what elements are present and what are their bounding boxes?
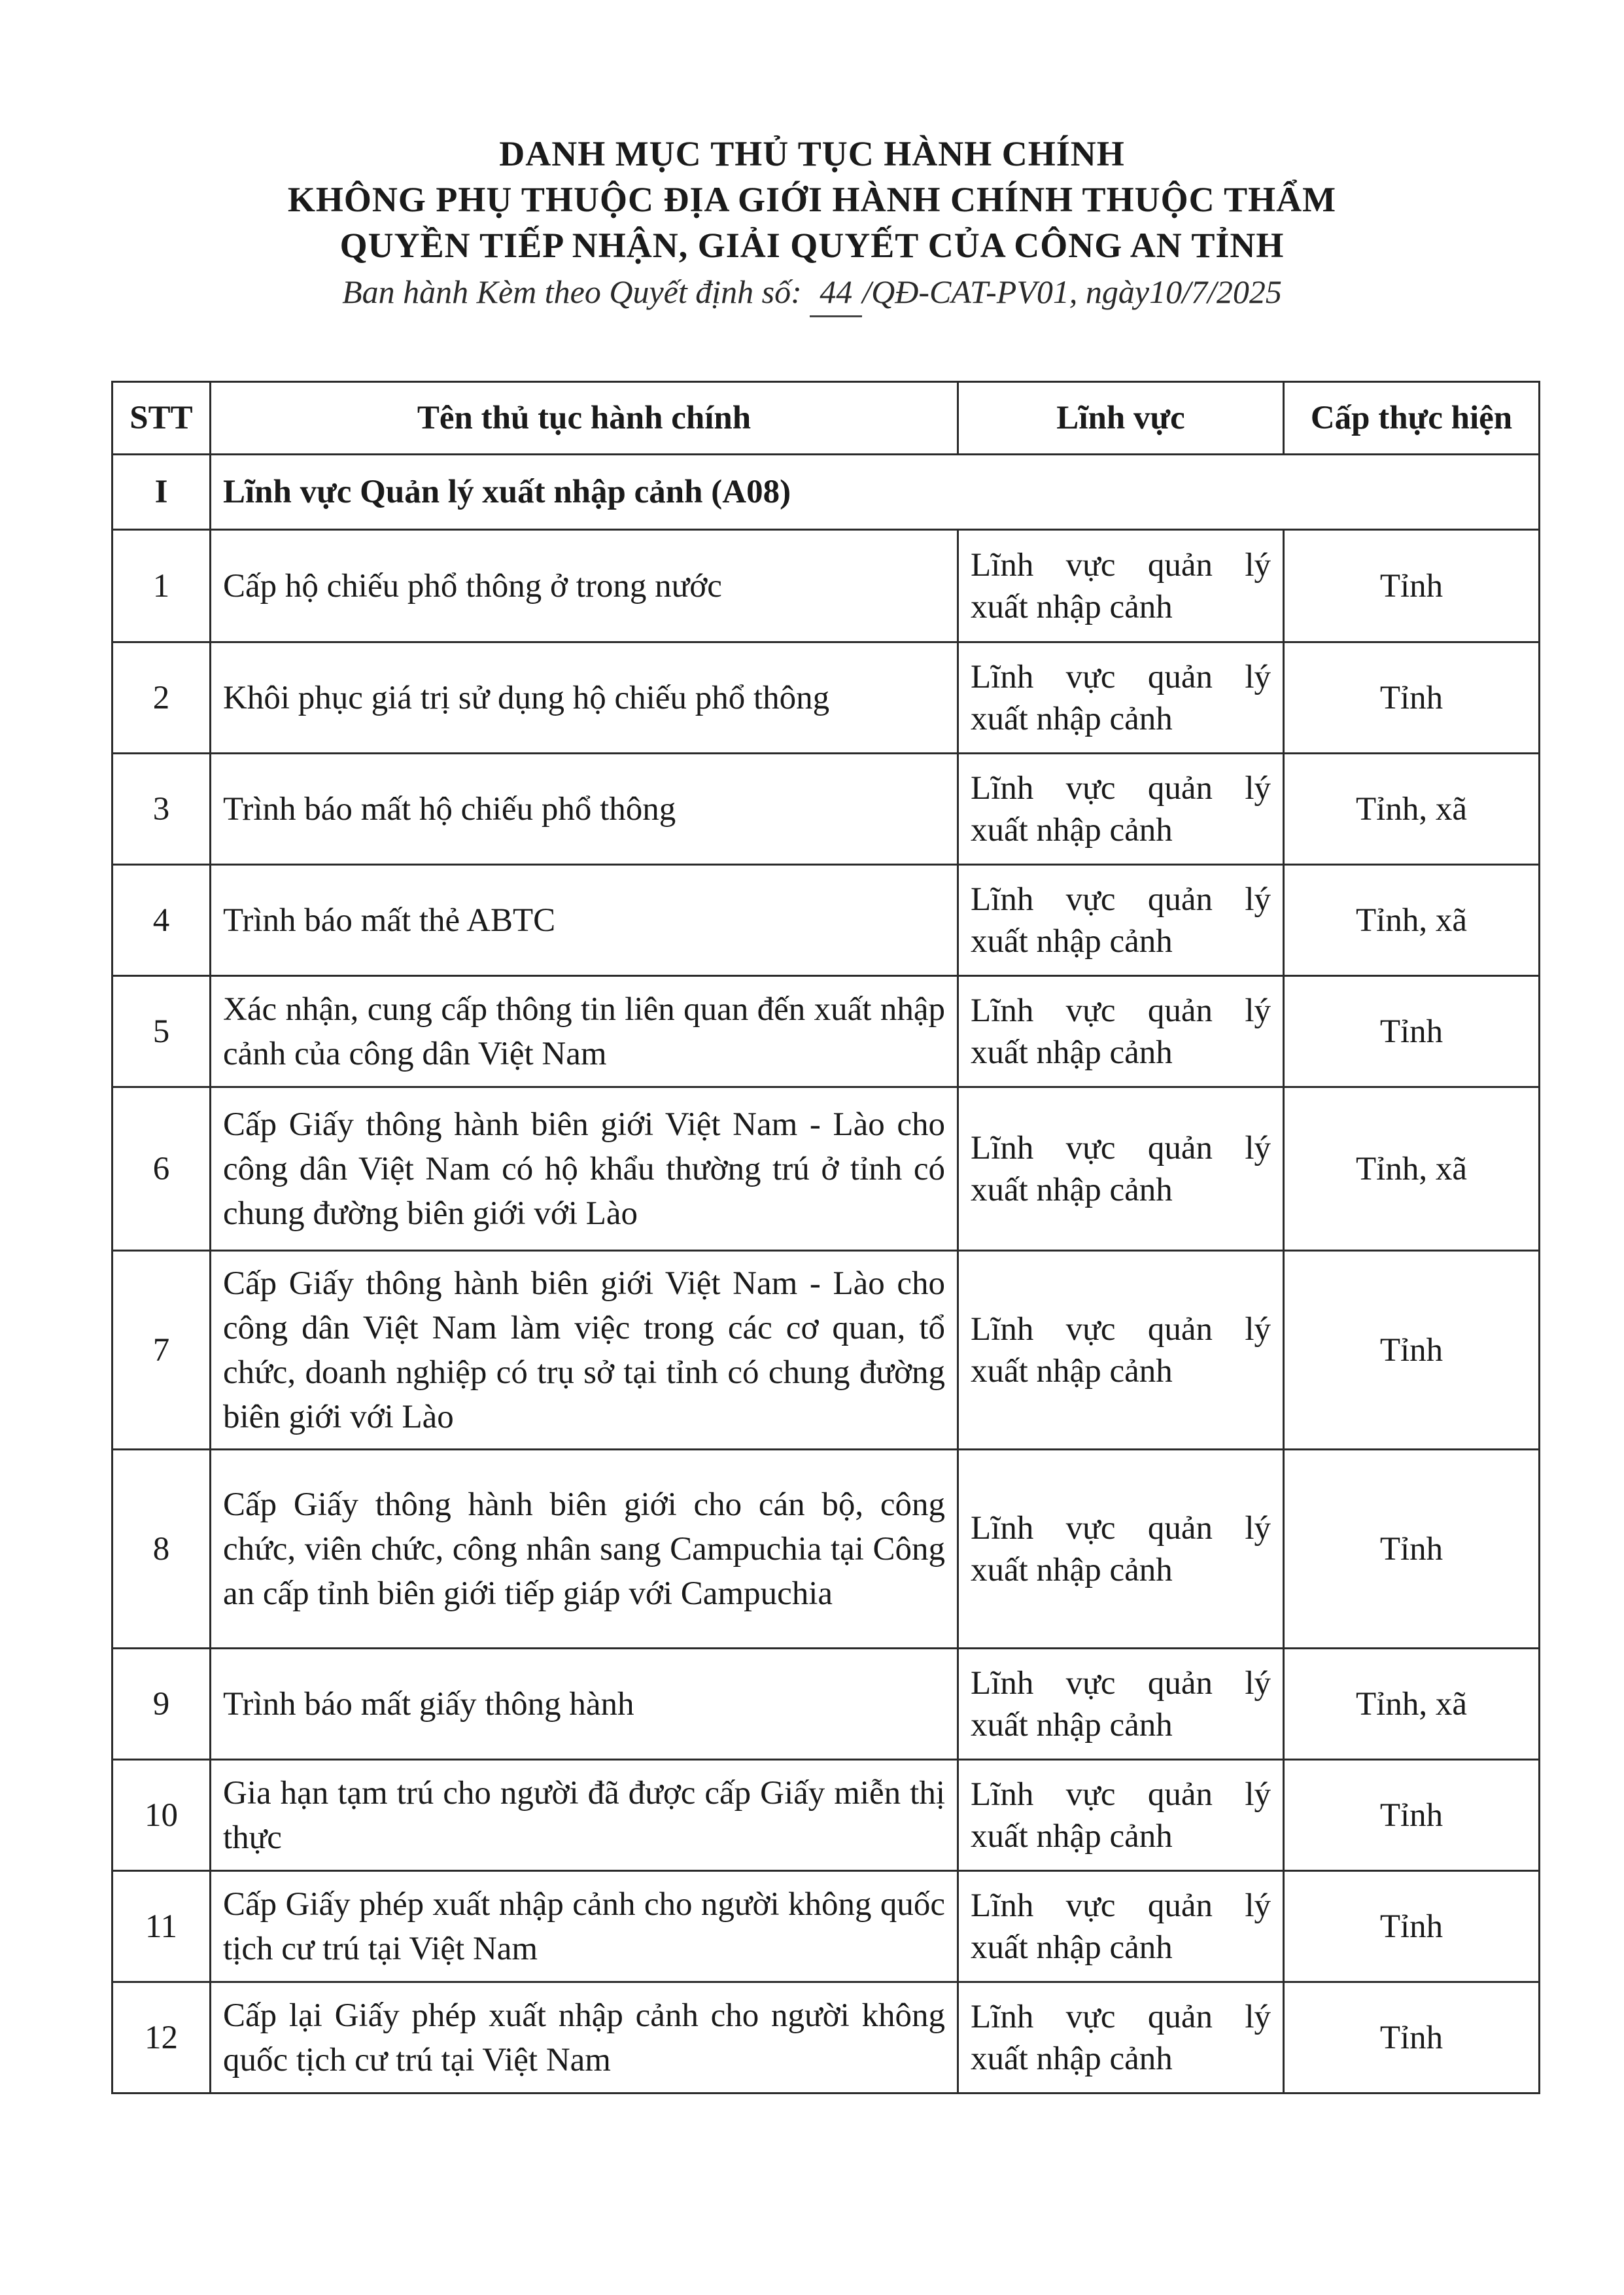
row-procedure-name: Khôi phục giá trị sử dụng hộ chiếu phổ thông — [211, 642, 958, 754]
row-procedure-name: Trình báo mất giấy thông hành — [211, 1649, 958, 1760]
row-procedure-name: Trình báo mất thẻ ABTC — [211, 865, 958, 976]
row-procedure-name: Cấp Giấy thông hành biên giới Việt Nam - Lào cho công dân Việt Nam làm việc trong các cơ quan, tổ chức, doanh nghiệp có trụ sở tại tỉnh có chung đường biên giới với Lào — [211, 1251, 958, 1450]
row-field-line-1: Lĩnh vực quản lý — [971, 546, 1271, 584]
decision-reference — [0, 268, 1624, 317]
row-field-line-1: Lĩnh vực quản lý — [971, 992, 1271, 1029]
row-level: Tỉnh — [1284, 976, 1540, 1087]
row-field-line-1: Lĩnh vực quản lý — [971, 1664, 1271, 1702]
procedure-table — [111, 381, 1540, 2094]
table-row — [112, 1649, 1540, 1760]
row-field-line-1: Lĩnh vực quản lý — [971, 1509, 1271, 1547]
row-procedure-name: Cấp Giấy thông hành biên giới Việt Nam - Lào cho công dân Việt Nam có hộ khẩu thường trú ở tỉnh có chung đường biên giới với Lào — [211, 1087, 958, 1251]
row-field — [958, 976, 1284, 1087]
row-level: Tỉnh — [1284, 530, 1540, 642]
decision-number: 44 — [810, 268, 862, 317]
row-level: Tỉnh — [1284, 1450, 1540, 1649]
row-stt: 11 — [112, 1871, 211, 1982]
title-line-1: DANH MỤC THỦ TỤC HÀNH CHÍNH — [499, 134, 1125, 173]
row-field-line-2: xuất nhập cảnh — [971, 1817, 1173, 1855]
row-level: Tỉnh, xã — [1284, 1649, 1540, 1760]
table-row — [112, 1087, 1540, 1251]
row-field-line-1: Lĩnh vực quản lý — [971, 881, 1271, 918]
table-row — [112, 976, 1540, 1087]
row-field-line-1: Lĩnh vực quản lý — [971, 1887, 1271, 1924]
row-field — [958, 1649, 1284, 1760]
table-row — [112, 1982, 1540, 2094]
row-field-line-2: xuất nhập cảnh — [971, 700, 1173, 737]
row-stt: 12 — [112, 1982, 211, 2094]
table-row — [112, 865, 1540, 976]
row-procedure-name: Cấp Giấy thông hành biên giới cho cán bộ, công chức, viên chức, công nhân sang Campuchia tại Công an cấp tỉnh biên giới tiếp giáp với Campuchia — [211, 1450, 958, 1649]
table-row — [112, 642, 1540, 754]
row-field-line-2: xuất nhập cảnh — [971, 1171, 1173, 1208]
row-stt: 10 — [112, 1760, 211, 1871]
table-header-row — [112, 382, 1540, 455]
row-stt: 3 — [112, 754, 211, 865]
row-stt: 1 — [112, 530, 211, 642]
row-field-line-1: Lĩnh vực quản lý — [971, 769, 1271, 807]
row-field — [958, 754, 1284, 865]
row-level: Tỉnh, xã — [1284, 754, 1540, 865]
subtitle-prefix: Ban hành Kèm theo Quyết định số: — [342, 273, 802, 310]
header-level: Cấp thực hiện — [1284, 382, 1540, 455]
document-heading — [0, 131, 1624, 317]
row-level: Tỉnh — [1284, 642, 1540, 754]
section-label: Lĩnh vực Quản lý xuất nhập cảnh (A08) — [211, 455, 1540, 530]
row-level: Tỉnh — [1284, 1871, 1540, 1982]
header-stt: STT — [112, 382, 211, 455]
subtitle-middle: /QĐ-CAT-PV01, ngày — [862, 273, 1150, 310]
row-field-line-1: Lĩnh vực quản lý — [971, 658, 1271, 695]
table-row — [112, 1871, 1540, 1982]
table-row — [112, 1251, 1540, 1450]
row-field — [958, 865, 1284, 976]
row-stt: 5 — [112, 976, 211, 1087]
section-stt: I — [112, 455, 211, 530]
row-procedure-name: Cấp Giấy phép xuất nhập cảnh cho người không quốc tịch cư trú tại Việt Nam — [211, 1871, 958, 1982]
row-field-line-2: xuất nhập cảnh — [971, 922, 1173, 960]
row-field-line-2: xuất nhập cảnh — [971, 2040, 1173, 2077]
row-field-line-2: xuất nhập cảnh — [971, 1551, 1173, 1588]
section-row — [112, 455, 1540, 530]
header-field: Lĩnh vực — [958, 382, 1284, 455]
header-procedure-name: Tên thủ tục hành chính — [211, 382, 958, 455]
row-procedure-name: Gia hạn tạm trú cho người đã được cấp Giấy miễn thị thực — [211, 1760, 958, 1871]
row-stt: 4 — [112, 865, 211, 976]
row-level: Tỉnh, xã — [1284, 1087, 1540, 1251]
subtitle-suffix: /7/2025 — [1182, 273, 1282, 310]
row-level: Tỉnh — [1284, 1251, 1540, 1450]
row-field — [958, 1450, 1284, 1649]
row-field — [958, 1871, 1284, 1982]
row-field-line-1: Lĩnh vực quản lý — [971, 1129, 1271, 1166]
title-line-3: QUYỀN TIẾP NHẬN, GIẢI QUYẾT CỦA CÔNG AN TỈNH — [339, 226, 1285, 265]
row-procedure-name: Xác nhận, cung cấp thông tin liên quan đến xuất nhập cảnh của công dân Việt Nam — [211, 976, 958, 1087]
row-field-line-1: Lĩnh vực quản lý — [971, 1998, 1271, 2035]
row-field-line-2: xuất nhập cảnh — [971, 1352, 1173, 1390]
table-row — [112, 1450, 1540, 1649]
row-field — [958, 1760, 1284, 1871]
row-level: Tỉnh, xã — [1284, 865, 1540, 976]
row-field-line-2: xuất nhập cảnh — [971, 811, 1173, 849]
row-field-line-1: Lĩnh vực quản lý — [971, 1310, 1271, 1348]
row-stt: 6 — [112, 1087, 211, 1251]
row-level: Tỉnh — [1284, 1760, 1540, 1871]
decision-day: 10 — [1149, 273, 1183, 310]
row-stt: 9 — [112, 1649, 211, 1760]
table-row — [112, 1760, 1540, 1871]
row-procedure-name: Trình báo mất hộ chiếu phổ thông — [211, 754, 958, 865]
row-field — [958, 1982, 1284, 2094]
row-stt: 2 — [112, 642, 211, 754]
row-procedure-name: Cấp lại Giấy phép xuất nhập cảnh cho người không quốc tịch cư trú tại Việt Nam — [211, 1982, 958, 2094]
table-row — [112, 530, 1540, 642]
row-level: Tỉnh — [1284, 1982, 1540, 2094]
row-stt: 7 — [112, 1251, 211, 1450]
row-field — [958, 1087, 1284, 1251]
row-field-line-2: xuất nhập cảnh — [971, 1034, 1173, 1071]
title-line-2: KHÔNG PHỤ THUỘC ĐỊA GIỚI HÀNH CHÍNH THUỘC THẨM — [287, 180, 1337, 219]
row-field — [958, 530, 1284, 642]
row-field-line-2: xuất nhập cảnh — [971, 1929, 1173, 1966]
table-row — [112, 754, 1540, 865]
row-field — [958, 1251, 1284, 1450]
row-field-line-1: Lĩnh vực quản lý — [971, 1776, 1271, 1813]
row-field — [958, 642, 1284, 754]
row-stt: 8 — [112, 1450, 211, 1649]
row-field-line-2: xuất nhập cảnh — [971, 588, 1173, 625]
row-field-line-2: xuất nhập cảnh — [971, 1706, 1173, 1743]
row-procedure-name: Cấp hộ chiếu phổ thông ở trong nước — [211, 530, 958, 642]
